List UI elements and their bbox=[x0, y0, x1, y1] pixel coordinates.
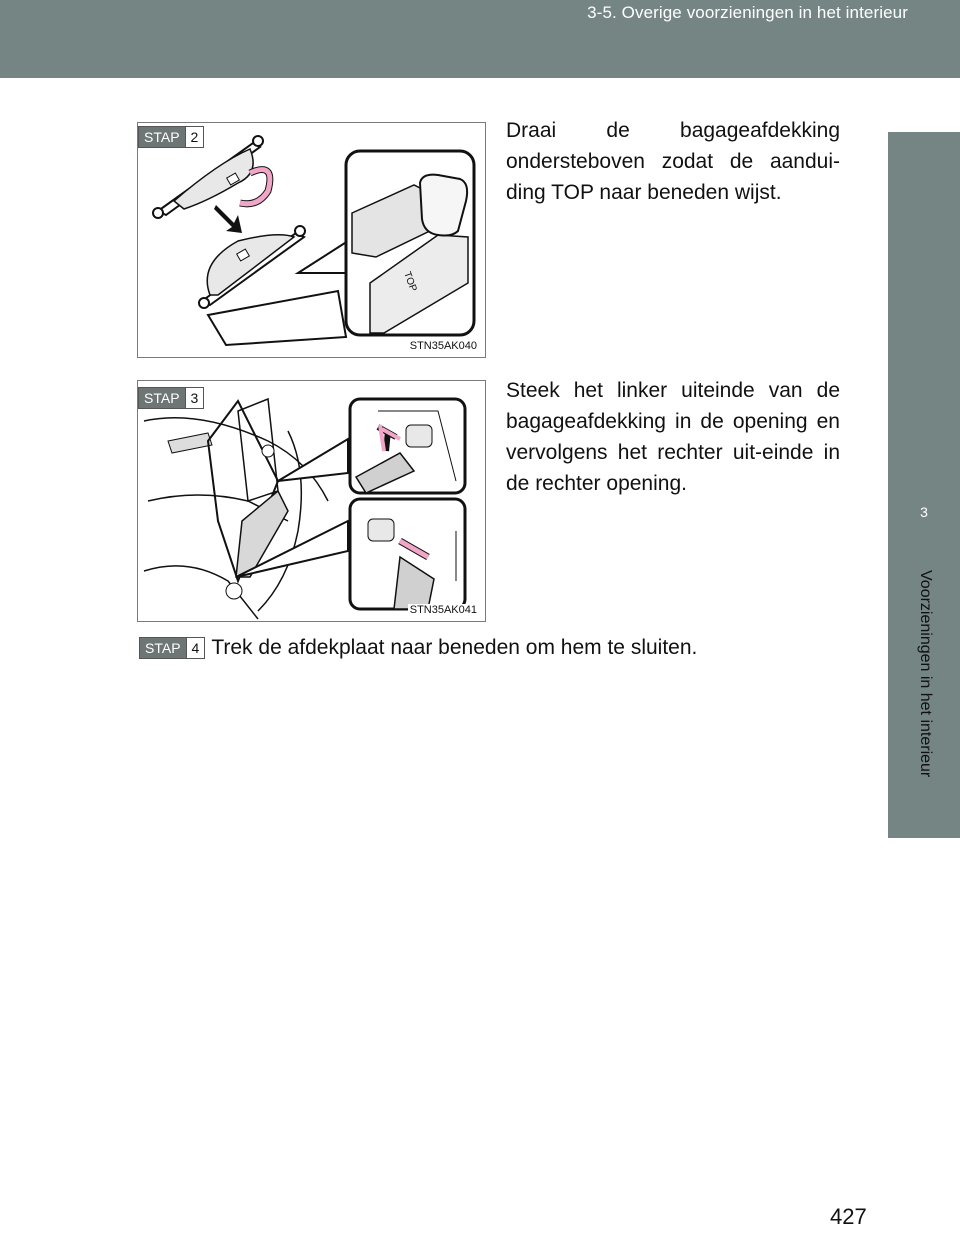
badge-number: 4 bbox=[186, 638, 205, 658]
step-3-figure bbox=[137, 380, 486, 622]
step-4-text: Trek de afdekplaat naar beneden om hem te sluiten. bbox=[211, 636, 698, 659]
cargo-area-installation-illustration bbox=[138, 381, 485, 621]
page-header bbox=[0, 0, 960, 78]
step-2-text: Draai de bagageafdekking ondersteboven zodat de aandui-ding TOP naar beneden wijst. bbox=[506, 119, 840, 204]
badge-word: STAP bbox=[139, 127, 185, 147]
badge-word: STAP bbox=[139, 388, 185, 408]
step-4-badge bbox=[139, 637, 205, 659]
badge-number: 3 bbox=[185, 388, 204, 408]
chapter-number: 3 bbox=[920, 504, 928, 520]
cargo-cover-flip-illustration bbox=[138, 123, 485, 357]
page-number: 427 bbox=[830, 1204, 867, 1229]
badge-number: 2 bbox=[185, 127, 204, 147]
step-3-text: Steek het linker uiteinde van de bagageafdekking in de opening en vervolgens het rechter uit-einde in de rechter opening. bbox=[506, 379, 840, 495]
chapter-label: Voorzieningen in het interieur bbox=[917, 570, 934, 778]
step-3-badge bbox=[138, 387, 204, 409]
step-2-figure bbox=[137, 122, 486, 358]
badge-word: STAP bbox=[140, 638, 186, 658]
figure-code: STN35AK040 bbox=[409, 340, 477, 352]
figure-code: STN35AK041 bbox=[409, 604, 477, 616]
chapter-side-tab bbox=[888, 132, 960, 838]
step-4 bbox=[139, 636, 697, 660]
step-2-badge bbox=[138, 126, 204, 148]
section-title: 3-5. Overige voorzieningen in het interieur bbox=[587, 3, 908, 22]
top-marking-label: TOP bbox=[401, 270, 419, 294]
